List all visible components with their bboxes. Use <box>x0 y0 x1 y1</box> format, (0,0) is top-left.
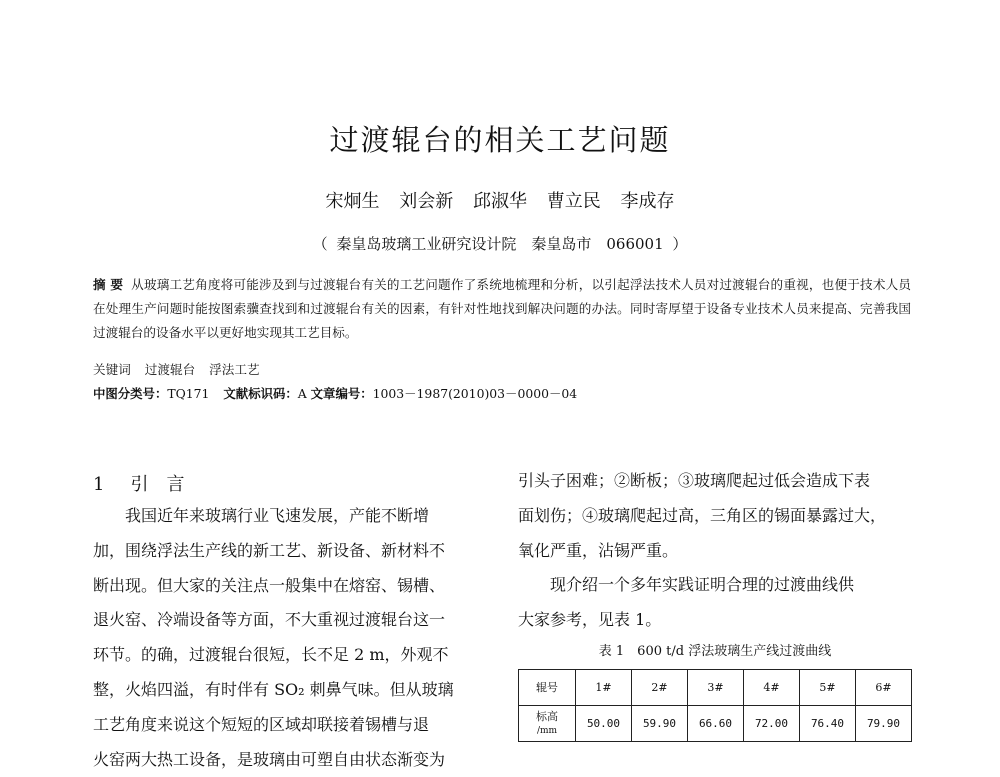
keyword-item: 过渡辊台 <box>144 362 196 377</box>
height-cell: 50.00 <box>576 706 632 742</box>
section-number: 1 <box>93 474 105 495</box>
abstract-label: 摘 要 <box>93 277 124 292</box>
body-line: 现介绍一个多年实践证明合理的过渡曲线供 <box>550 575 855 595</box>
body-line: 火窑两大热工设备，是玻璃由可塑自由状态渐变为 <box>93 749 446 769</box>
body-line: 我国近年来玻璃行业飞速发展，产能不断增 <box>125 506 430 525</box>
body-line: 引头子困难；②断板；③玻璃爬起过低会造成下表 <box>518 471 871 490</box>
body-line: 退火窑、冷端设备等方面，不大重视过渡辊台这一 <box>93 610 446 630</box>
body-line: 面划伤；④玻璃爬起过高，三角区的锡面暴露过大， <box>518 505 887 525</box>
height-cell: 72.00 <box>744 706 800 742</box>
roller-cell: 4# <box>744 670 800 706</box>
roller-cell: 3# <box>688 670 744 706</box>
body-line: 加，围绕浮法生产线的新工艺、新设备、新材料不 <box>93 540 446 560</box>
height-label: 标高 <box>536 709 558 723</box>
height-unit: /mm <box>536 725 558 736</box>
clc-label: 中图分类号： <box>93 386 168 401</box>
body-line: 工艺角度来说这个短短的区域却联接着锡槽与退 <box>93 714 430 734</box>
classification-line <box>93 384 577 402</box>
body-line: 大家参考，见表 1。 <box>518 610 662 630</box>
height-cell: 79.90 <box>856 706 912 742</box>
table-caption: 表 1 600 t/d 浮法玻璃生产线过渡曲线 <box>598 644 832 659</box>
doc-code-value: A <box>297 386 307 401</box>
table-row <box>519 670 912 706</box>
body-line: 氧化严重，沾锡严重。 <box>518 540 679 560</box>
paper-title: 过渡辊台的相关工艺问题 <box>329 123 671 157</box>
body-line: 断出现。但大家的关注点一般集中在熔窑、锡槽、 <box>93 575 446 595</box>
right-column-body <box>518 464 912 638</box>
abstract-text: 从玻璃工艺角度将可能涉及到与过渡辊台有关的工艺问题作了系统地梳理和分析，以引起浮法技术人员对过渡辊台的重视，也便于技术人员在处理生产问题时能按图索骥查找到和过渡辊台有关的因素，有针对性地找到解决问题的办法。同时寄厚望于设备专业技术人员来提高、完善我国过渡辊台的设备水平以更好地实现其工艺目标。 <box>93 277 911 340</box>
keywords-label: 关键词 <box>93 362 131 377</box>
author-name: 李成存 <box>620 191 675 212</box>
height-cell: 59.90 <box>632 706 688 742</box>
author-name: 邱淑华 <box>473 191 527 212</box>
author-name: 刘会新 <box>399 191 454 212</box>
roller-cell: 2# <box>632 670 688 706</box>
article-number-value: 1003－1987(2010)03－0000－04 <box>372 386 578 401</box>
affiliation: （ 秦皇岛玻璃工业研究设计院 秦皇岛市 066001 ） <box>312 235 688 253</box>
keywords <box>93 359 260 378</box>
table-row <box>519 706 912 742</box>
height-cell: 76.40 <box>800 706 856 742</box>
row-header-height <box>519 706 576 742</box>
keyword-item: 浮法工艺 <box>209 362 260 377</box>
article-number-label: 文章编号： <box>310 386 373 401</box>
height-cell: 66.60 <box>688 706 744 742</box>
roller-cell: 1# <box>576 670 632 706</box>
roller-cell: 6# <box>856 670 912 706</box>
row-header-roller: 辊号 <box>519 670 576 706</box>
section-title: 引 言 <box>130 474 185 495</box>
body-line: 整，火焰四溢，有时伴有 SO₂ 刺鼻气味。但从玻璃 <box>93 679 454 699</box>
author-name: 曹立民 <box>546 191 601 212</box>
clc-value: TQ171 <box>167 386 210 401</box>
doc-code-label: 文献标识码： <box>223 386 298 401</box>
section-heading <box>93 470 184 496</box>
transition-curve-table <box>518 669 912 742</box>
left-column-body <box>93 499 487 777</box>
roller-cell: 5# <box>800 670 856 706</box>
author-name: 宋炯生 <box>325 191 380 212</box>
body-line: 环节。的确，过渡辊台很短，长不足 2 m，外观不 <box>93 645 449 665</box>
abstract <box>93 273 911 345</box>
author-list <box>0 187 1000 213</box>
